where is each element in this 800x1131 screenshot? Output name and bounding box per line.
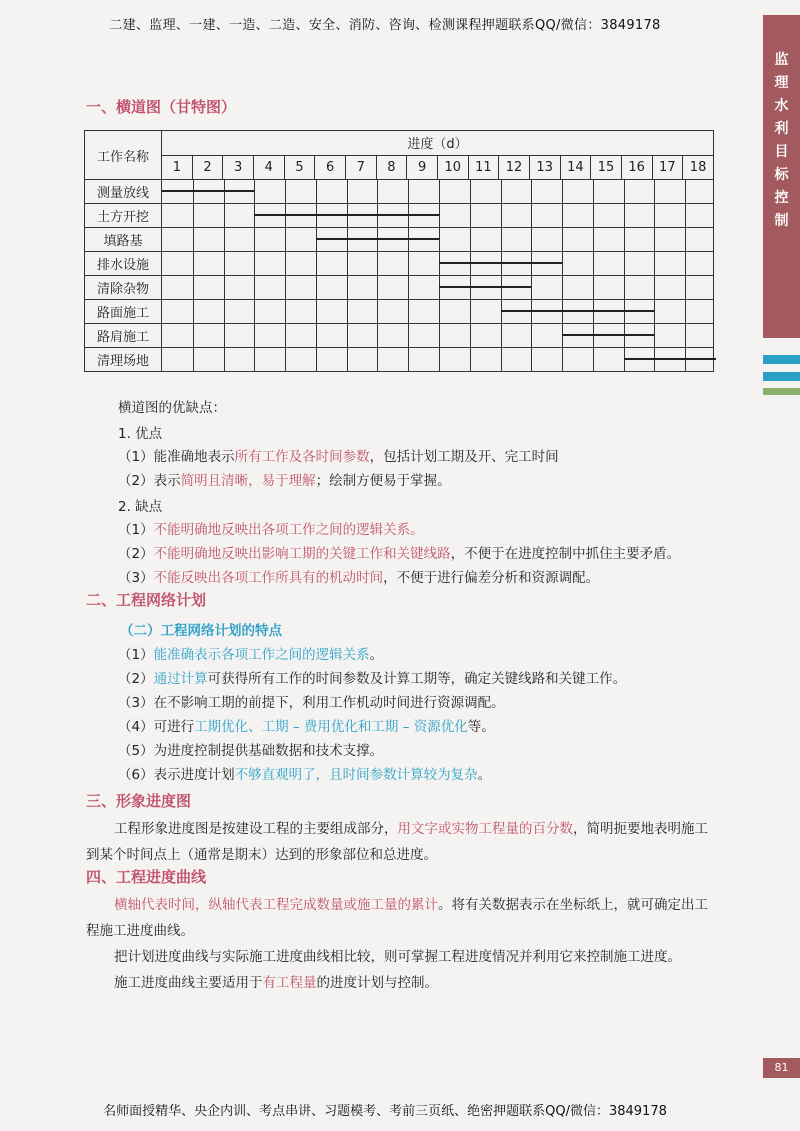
gantt-row [85,180,714,204]
gantt-task-name: 测量放线 [85,180,162,204]
gantt-task-name: 清理场地 [85,348,162,372]
section3-paragraph: 工程形象进度图是按建设工程的主要组成部分，用文字或实物工程量的百分数，简明扼要地表明施工到某个时间点上（通常是期末）达到的形象部位和总进度。 [86,821,708,863]
side-stripe-blue-2 [763,372,800,381]
advantage-item: （1）能准确地表示所有工作及各时间参数，包括计划工期及开、完工时间 [118,449,559,465]
gantt-day-header: 3 [223,155,254,180]
network-feature-item: （4）可进行工期优化、工期 – 费用优化和工期 – 资源优化等。 [118,719,495,735]
network-feature-item: （3）在不影响工期的前提下，利用工作机动时间进行资源调配。 [118,695,505,711]
gantt-task-name: 土方开挖 [85,204,162,228]
side-stripe-blue [763,355,800,364]
side-tab-char: 制 [774,213,789,229]
gantt-day-header: 15 [591,155,622,180]
gantt-day-header: 18 [683,155,714,180]
gantt-task-name: 路肩施工 [85,324,162,348]
gantt-bar [162,190,254,192]
section4-paragraph-3: 施工进度曲线主要适用于有工程量的进度计划与控制。 [114,975,438,991]
side-tab [763,15,800,338]
gantt-day-header: 13 [529,155,560,180]
intro-text: 横道图的优缺点： [118,400,226,416]
gantt-row [85,204,714,228]
side-tab-char: 控 [774,190,789,206]
section4-paragraph-1: 横轴代表时间，纵轴代表工程完成数量或施工量的累计。将有关数据表示在坐标纸上，就可确定出工程施工进度曲线。 [86,897,708,939]
gantt-row [85,300,714,324]
network-feature-item: （5）为进度控制提供基础数据和技术支撑。 [118,743,384,759]
gantt-day-header: 6 [315,155,346,180]
section4-title: 四、工程进度曲线 [86,868,207,886]
gantt-bar [439,262,562,264]
gantt-day-header: 17 [652,155,683,180]
gantt-row [85,324,714,348]
section2-subtitle: （二）工程网络计划的特点 [120,623,282,639]
gantt-row [85,252,714,276]
gantt-task-name: 路面施工 [85,300,162,324]
gantt-day-header: 4 [253,155,284,180]
gantt-row [85,276,714,300]
gantt-bar [439,286,531,288]
advantage-item: （2）表示简明且清晰，易于理解；绘制方便易于掌握。 [118,473,451,489]
gantt-bar [501,310,655,312]
network-feature-item: （1）能准确表示各项工作之间的逻辑关系。 [118,647,384,663]
page-number: 81 [763,1058,800,1078]
gantt-bar [254,214,439,216]
side-stripe-green [763,388,800,395]
side-tab-char: 标 [774,167,789,183]
gantt-day-header: 9 [407,155,438,180]
gantt-day-header: 1 [162,155,193,180]
gantt-day-header: 10 [437,155,468,180]
section2-title: 二、工程网络计划 [86,591,207,609]
gantt-progress-header: 进度（d） [162,131,714,156]
gantt-row [85,228,714,252]
side-tab-char: 水 [774,98,789,114]
adv-title: 1. 优点 [118,426,163,442]
section1-title: 一、横道图（甘特图） [86,98,237,116]
gantt-day-header: 12 [499,155,530,180]
side-tab-char: 理 [774,75,789,91]
side-tab-char: 监 [774,52,789,68]
side-tab-char: 利 [774,121,789,137]
gantt-day-header: 11 [468,155,499,180]
disadvantage-item: （2）不能明确地反映出影响工期的关键工作和关键线路，不便于在进度控制中抓住主要矛盾。 [118,546,681,562]
disadvantage-item: （1）不能明确地反映出各项工作之间的逻辑关系。 [118,522,424,538]
network-feature-item: （2）通过计算可获得所有工作的时间参数及计算工期等，确定关键线路和关键工作。 [118,671,627,687]
gantt-bar [624,358,716,360]
section3-title: 三、形象进度图 [86,792,192,810]
gantt-row [85,348,714,372]
gantt-day-header: 14 [560,155,591,180]
bottom-banner: 名师面授精华、央企内训、考点串讲、习题模考、考前三页纸、绝密押题联系QQ/微信：3849178 [103,1104,667,1119]
gantt-bar [316,238,439,240]
gantt-day-header: 2 [192,155,223,180]
gantt-task-name: 填路基 [85,228,162,252]
side-tab-label [763,49,800,233]
section4-paragraph-2: 把计划进度曲线与实际施工进度曲线相比较，则可掌握工程进度情况并利用它来控制施工进度。 [114,949,681,965]
gantt-day-header: 8 [376,155,407,180]
network-feature-item: （6）表示进度计划不够直观明了，且时间参数计算较为复杂。 [118,767,492,783]
gantt-table [84,130,714,372]
side-tab-char: 目 [774,144,789,160]
gantt-day-header: 7 [345,155,376,180]
gantt-bar [562,334,654,336]
gantt-col-header: 工作名称 [85,131,162,180]
gantt-day-header: 5 [284,155,315,180]
gantt-task-name: 排水设施 [85,252,162,276]
gantt-day-header: 16 [621,155,652,180]
disadvantage-item: （3）不能反映出各项工作所具有的机动时间，不便于进行偏差分析和资源调配。 [118,570,600,586]
dis-title: 2. 缺点 [118,499,163,515]
gantt-task-name: 清除杂物 [85,276,162,300]
top-banner: 二建、监理、一建、一造、二造、安全、消防、咨询、检测课程押题联系QQ/微信：3849178 [109,18,661,33]
